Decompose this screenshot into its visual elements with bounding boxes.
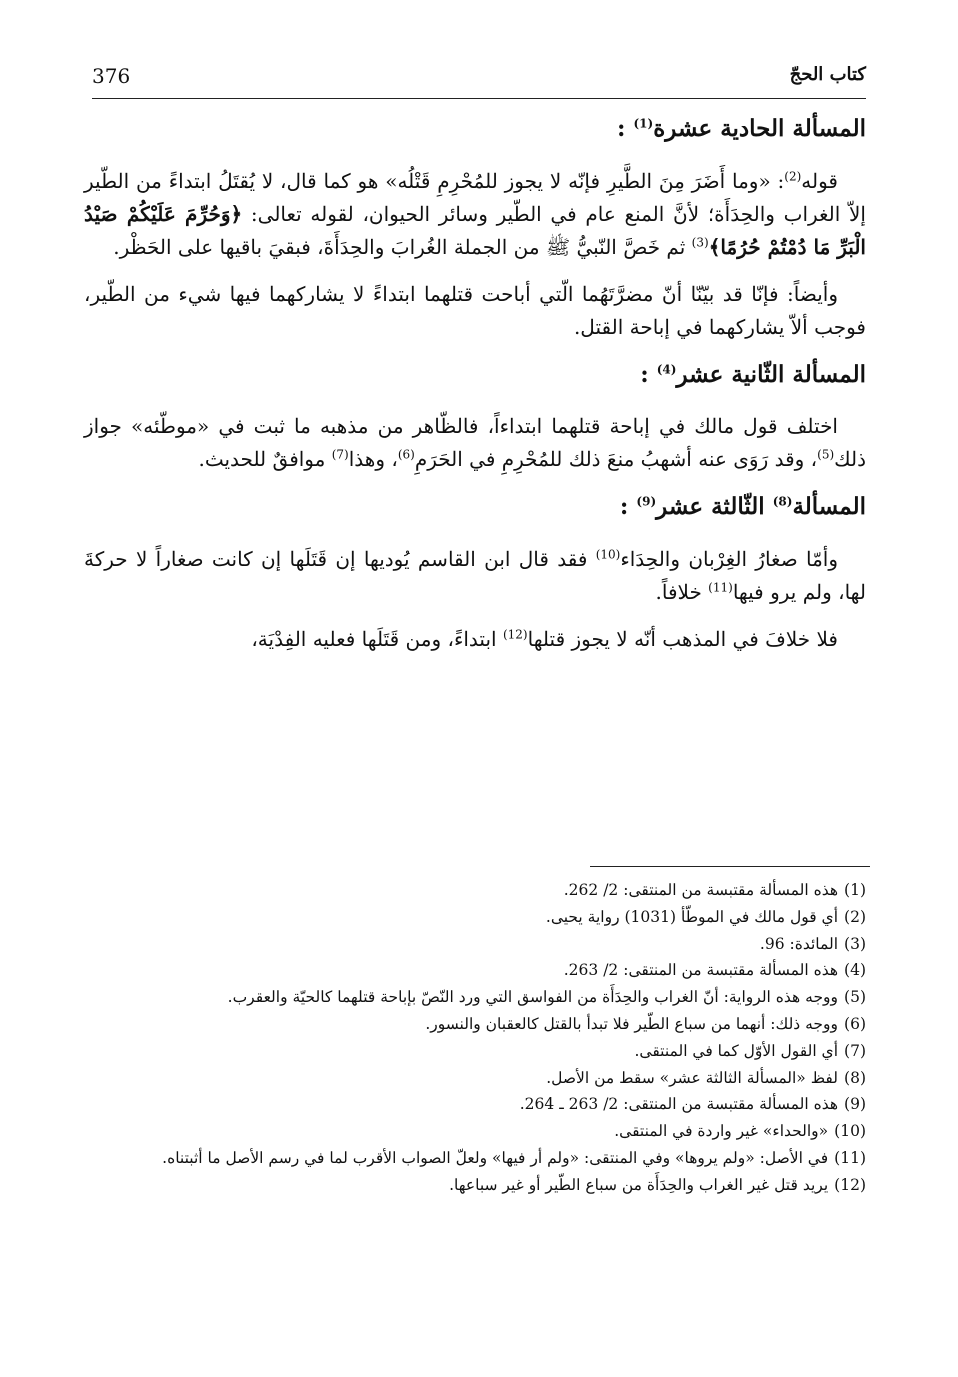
footnote-text: المائدة: 96.	[759, 934, 838, 953]
paragraph-text: خلافاً.	[655, 579, 709, 604]
paragraph-text: ثم خَصَّ النّبيُّ ﷺ من الجملة الغُرابَ والحِدَأَةَ، فبقيَ باقيها على الحَظْر.	[113, 234, 692, 259]
footnotes	[84, 878, 866, 1200]
footnote-ref: (5)	[817, 447, 835, 462]
footnote-number: (2)	[844, 907, 866, 926]
section-heading-12: المسألة الثّانية عشر$^{(4)}$ :	[640, 360, 866, 388]
footnote-number: (6)	[844, 1014, 866, 1033]
footnote	[84, 878, 866, 903]
footnote-number: (8)	[844, 1068, 866, 1087]
footnote-text: «والحداء» غير واردة في المنتقى.	[614, 1122, 829, 1141]
paragraph-text: موافقٌ للحديث.	[198, 447, 332, 471]
footnote-ref: (3)	[691, 234, 709, 249]
footnote	[84, 1092, 866, 1117]
footnote-number: (1)	[844, 881, 866, 899]
paragraph-text: فقد قال ابن القاسم يُوديها إن قَتَلَها إن كانت صغاراً لا حركةَ لها، ولم يرو فيها	[84, 546, 866, 604]
heading-text: المسألة	[792, 493, 866, 520]
footnote-number: (10)	[834, 1122, 866, 1141]
footnote-number: (12)	[834, 1175, 866, 1194]
paragraph-text: ، وهذا	[348, 447, 398, 471]
footnote-ref: (1)	[633, 116, 654, 131]
paragraph-text: ، وقد رَوَى عنه أشهبُ منعَ ذلك للمُحْرِمِ في الحَرَمِ	[414, 447, 818, 471]
footnote-ref: (10)	[595, 546, 621, 561]
page-header	[92, 62, 866, 99]
footnote-text: هذه المسألة مقتبسة من المنتقى: 2/ 262.	[563, 881, 838, 899]
footnote	[84, 985, 866, 1010]
page-number: 376	[92, 64, 131, 88]
section-heading-11: المسألة الحادية عشرة$^{(1)}$ :	[616, 115, 866, 142]
footnote-ref: (11)	[708, 579, 733, 594]
footnote-text: ووجه ذلك: أنهما من سباع الطّير فلا تبدأ بالقتل كالعقبان والنسور.	[425, 1014, 838, 1033]
footnote	[84, 932, 866, 957]
book-title: كتاب الحجّ	[789, 64, 866, 85]
heading-text: المسألة الحادية عشرة	[653, 115, 866, 142]
footnote-number: (5)	[844, 988, 866, 1007]
footnote-text: في الأصل: «ولم يروها» وفي المنتقى: «ولم أر فيها» ولعلّ الصواب الأقرب لما في رسم الأصل ما أثبتناه.	[162, 1148, 829, 1167]
quran-verse: ﴿وَحُرِّمَ عَلَيْكُمْ صَيْدُ الْبَرِّ مَا دُمْتُمْ حُرُمًا﴾	[84, 201, 866, 259]
footnote-ref: (2)	[784, 168, 802, 183]
paragraph	[84, 623, 866, 656]
footnote-text: هذه المسألة مقتبسة من المنتقى: 2/ 263.	[563, 961, 838, 980]
footnote-ref: (12)	[502, 626, 528, 641]
section-heading-13: المسألة$^{(8)}$ الثّالثة عشر$^{(9)}$ :	[619, 493, 866, 520]
footnote-number: (7)	[844, 1041, 866, 1060]
footnote-number: (3)	[844, 934, 866, 953]
footnote	[84, 958, 866, 983]
heading-text: المسألة الثّانية عشر	[676, 360, 866, 388]
paragraph: وأيضاً: فإنّا قد بيّنّا أنّ مضرَّتَهُما الّتي أباحت قتلهما ابتداءً لا يشاركهما فيها شيء من الطّير، فوجب ألاّ يشاركهما في إباحة القتل.	[84, 281, 866, 339]
paragraph	[84, 165, 866, 264]
footnote-number: (9)	[844, 1095, 866, 1114]
footnote-ref: (4)	[656, 361, 677, 376]
footnote-text: ووجه هذه الرواية: أنّ الغراب والحِدَأَة من الفواسق التي ورد النّصّ بإباحة قتلهما كالحيّة والعقرب.	[227, 988, 838, 1007]
footnote-ref: (7)	[331, 447, 349, 462]
heading-text: الثّالثة عشر	[656, 493, 773, 520]
footnote	[84, 1173, 866, 1198]
footnote-ref: (8)	[772, 494, 793, 509]
paragraph-text: وأمّا صغارُ الغِرْبان والحِدَاء	[620, 546, 838, 571]
paragraph	[84, 410, 866, 476]
footnote-ref: (9)	[636, 494, 657, 509]
footnote-divider	[590, 866, 870, 867]
footnote	[84, 1039, 866, 1064]
footnote	[84, 1012, 866, 1037]
footnote	[84, 1146, 866, 1171]
footnote-text: لفظ «المسألة الثالثة عشر» سقط من الأصل.	[546, 1068, 838, 1087]
footnote	[84, 1066, 866, 1091]
footnote-text: هذه المسألة مقتبسة من المنتقى: 2/ 263 ـ 264.	[519, 1095, 838, 1114]
footnote-text: أي القول الأوّل كما في المنتقى.	[634, 1041, 838, 1060]
paragraph-text: اختلف قول مالك في إباحة قتلهما ابتداءاً، فالظّاهر من مذهبه ما ثبت في «موطّئه» جواز ذلك	[84, 414, 866, 471]
paragraph-text: فلا خلافَ في المذهب أنّه لا يجوز قتلها	[527, 626, 838, 651]
paragraph-text: قوله	[801, 168, 838, 193]
footnote	[84, 1119, 866, 1144]
footnote	[84, 905, 866, 930]
footnote-text: أي قول مالك في الموطّأ (1031) رواية يحيى.	[545, 907, 838, 926]
footnote-ref: (6)	[397, 447, 415, 462]
paragraph-text: ابتداءً، ومن قَتَلَها فعليه الفِدْيَة،	[251, 626, 503, 651]
footnote-number: (4)	[844, 961, 866, 980]
footnote-text: يريد قتل غير الغراب والحِدَأَة من سباع الطّير أو غير سباعها.	[449, 1175, 829, 1194]
footnote-number: (11)	[834, 1148, 866, 1167]
paragraph-text: : «وما أَضَرَ مِنَ الطَّيرِ فإنّه لا يجوز للمُحْرِمِ قَتْلُه» هو كما قال، لا يُقتَلُ ابتداءً من الطّير إلاّ الغراب والحِدَأَة؛ لأنَّ المنع عام في الطّير وسائر الحيوان، لقوله تعالى:	[84, 168, 866, 226]
paragraph	[84, 543, 866, 609]
main-text	[84, 112, 866, 670]
